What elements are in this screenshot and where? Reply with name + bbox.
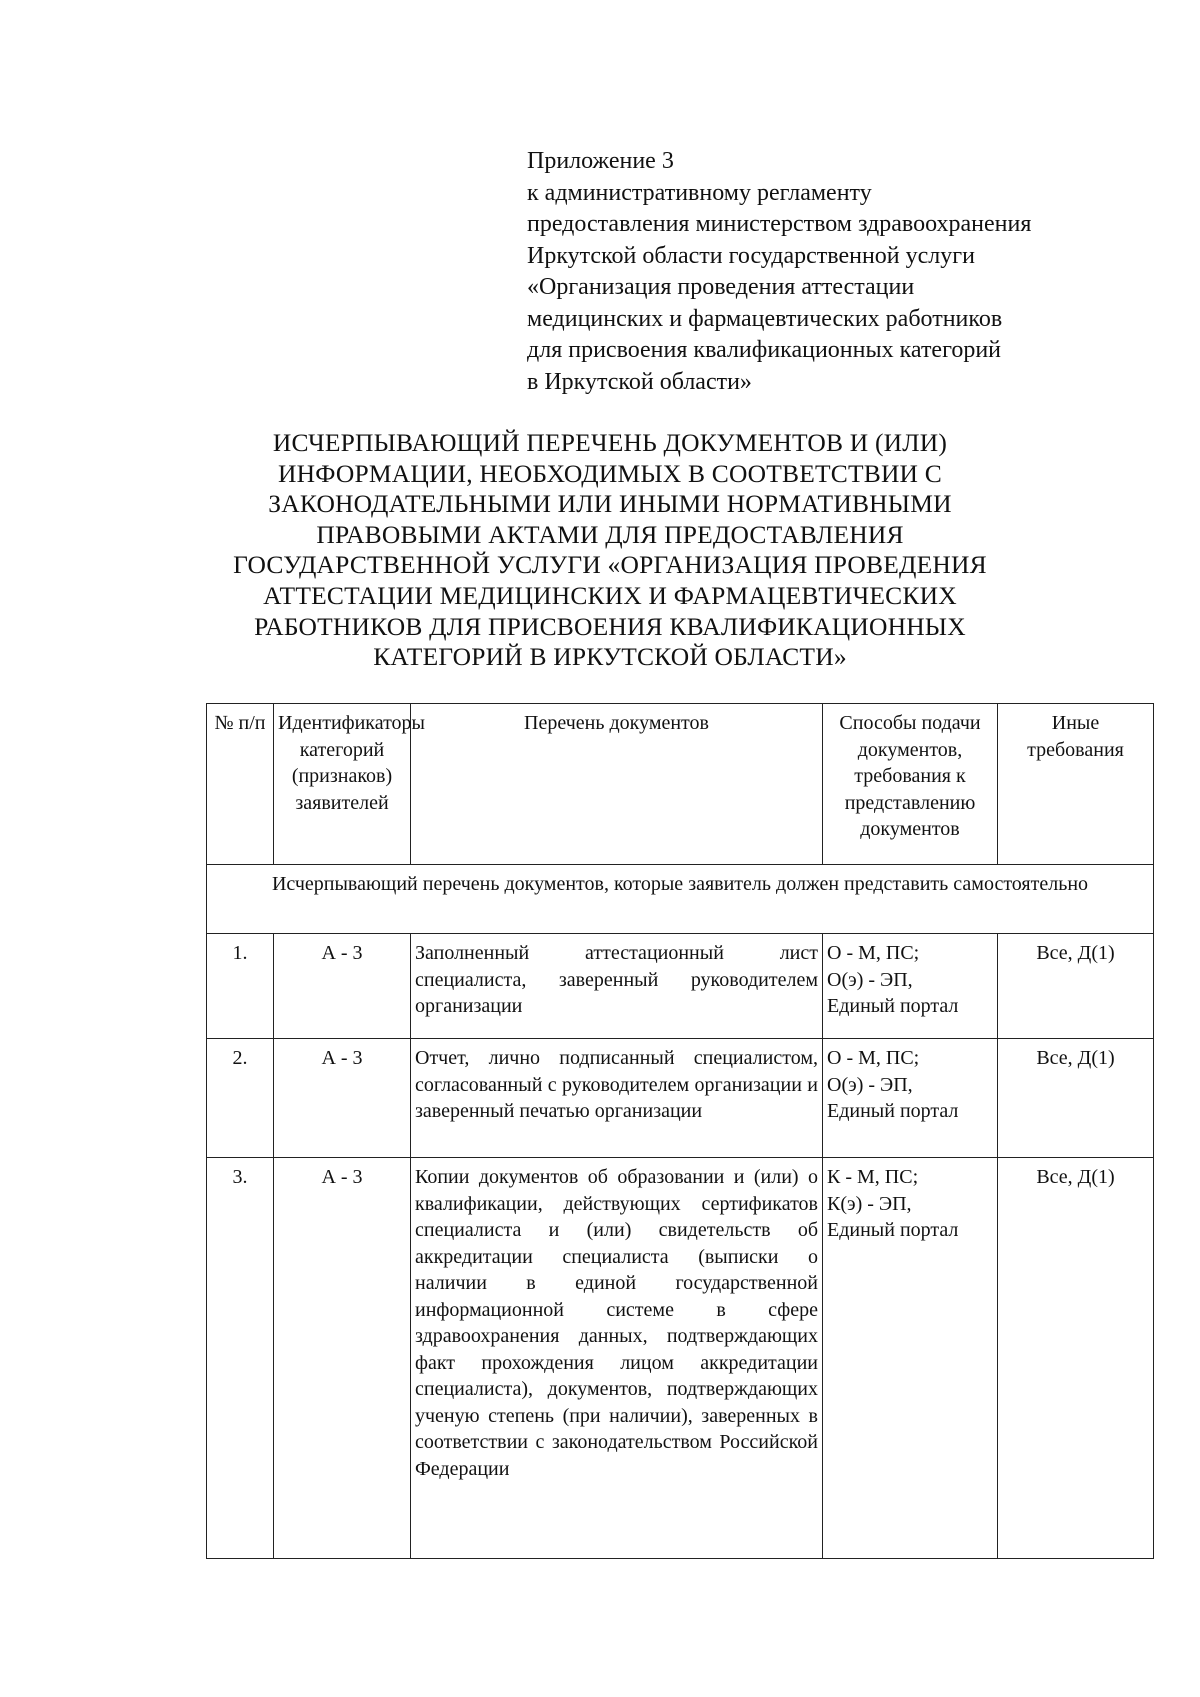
title-line: ИСЧЕРПЫВАЮЩИЙ ПЕРЕЧЕНЬ ДОКУМЕНТОВ И (ИЛИ): [272, 428, 948, 457]
title-line: ЗАКОНОДАТЕЛЬНЫМИ ИЛИ ИНЫМИ НОРМАТИВНЫМИ: [268, 489, 952, 519]
row-documents: Отчет, лично подписанный специалистом, согласованный с руководителем организации и заверенный печатью организации: [411, 1039, 823, 1158]
row-category: А - 3: [274, 1158, 411, 1559]
table-header-row: [207, 704, 1154, 865]
title-line: АТТЕСТАЦИИ МЕДИЦИНСКИХ И ФАРМАЦЕВТИЧЕСКИХ: [263, 580, 957, 610]
method-line: О - М, ПС;: [827, 1047, 920, 1069]
header-documents-list: Перечень документов: [411, 704, 823, 865]
row-other: Все, Д(1): [998, 1158, 1154, 1559]
table-row: [207, 934, 1154, 1039]
annex-header: [527, 146, 1167, 398]
title-line: КАТЕГОРИЙ В ИРКУТСКОЙ ОБЛАСТИ»: [373, 642, 847, 672]
header-category-ids: Идентификаторы категорий (признаков) заявителей: [274, 704, 411, 865]
method-line: О - М, ПС;: [827, 942, 920, 964]
annex-line: в Иркутской области»: [527, 368, 752, 395]
row-number: 1.: [207, 934, 274, 1039]
row-methods: [823, 934, 998, 1039]
annex-line: предоставления министерством здравоохранения: [527, 211, 1032, 237]
method-line: К(э) - ЭП,: [827, 1192, 912, 1215]
row-category: А - 3: [274, 1039, 411, 1158]
title-line: ПРАВОВЫМИ АКТАМИ ДЛЯ ПРЕДОСТАВЛЕНИЯ: [316, 519, 904, 549]
document-title: [160, 428, 1060, 673]
table-row: [207, 1039, 1154, 1158]
row-methods: [823, 1039, 998, 1158]
header-number: № п/п: [207, 704, 274, 865]
header-other-requirements: Иные требования: [998, 704, 1154, 865]
method-line: К - М, ПС;: [827, 1166, 919, 1188]
table-row: [207, 1158, 1154, 1559]
annex-line: Приложение 3: [527, 148, 674, 174]
annex-line: медицинских и фармацевтических работников: [527, 305, 1003, 332]
row-methods: [823, 1158, 998, 1559]
annex-line: к административному регламенту: [527, 179, 872, 206]
method-line: Единый портал: [827, 1100, 959, 1122]
row-documents: Копии документов об образовании и (или) о квалификации, действующих сертификатов специалиста и (или) свидетельств об аккредитации специалиста (выписки о наличии в единой государственной информационной системе в сфере здравоохранения данных, подтверждающих факт прохождения лицом аккредитации специалиста), документов, подтверждающих ученую степень (при наличии), заверенных в соответствии с законодательством Российской Федерации: [411, 1158, 823, 1559]
row-other: Все, Д(1): [998, 1039, 1154, 1158]
section-title: Исчерпывающий перечень документов, которые заявитель должен представить самостоятельно: [207, 865, 1154, 934]
documents-table: [206, 703, 1154, 1559]
method-line: О(э) - ЭП,: [827, 968, 913, 991]
row-number: 2.: [207, 1039, 274, 1158]
row-category: А - 3: [274, 934, 411, 1039]
annex-line: для присвоения квалификационных категорий: [527, 337, 1002, 363]
method-line: Единый портал: [827, 995, 959, 1017]
annex-line: Иркутской области государственной услуги: [527, 242, 975, 269]
title-line: РАБОТНИКОВ ДЛЯ ПРИСВОЕНИЯ КВАЛИФИКАЦИОННЫХ: [254, 611, 966, 641]
title-line: ИНФОРМАЦИИ, НЕОБХОДИМЫХ В СООТВЕТСТВИИ С: [278, 458, 942, 488]
title-line: ГОСУДАРСТВЕННОЙ УСЛУГИ «ОРГАНИЗАЦИЯ ПРОВЕДЕНИЯ: [233, 550, 987, 580]
method-line: Единый портал: [827, 1219, 959, 1241]
row-documents: Заполненный аттестационный лист специалиста, заверенный руководителем организации: [411, 934, 823, 1039]
row-number: 3.: [207, 1158, 274, 1559]
row-other: Все, Д(1): [998, 934, 1154, 1039]
method-line: О(э) - ЭП,: [827, 1073, 913, 1096]
annex-line: «Организация проведения аттестации: [527, 274, 915, 300]
section-row: [207, 865, 1154, 934]
header-submission-methods: Способы подачи документов, требования к представлению документов: [823, 704, 998, 865]
